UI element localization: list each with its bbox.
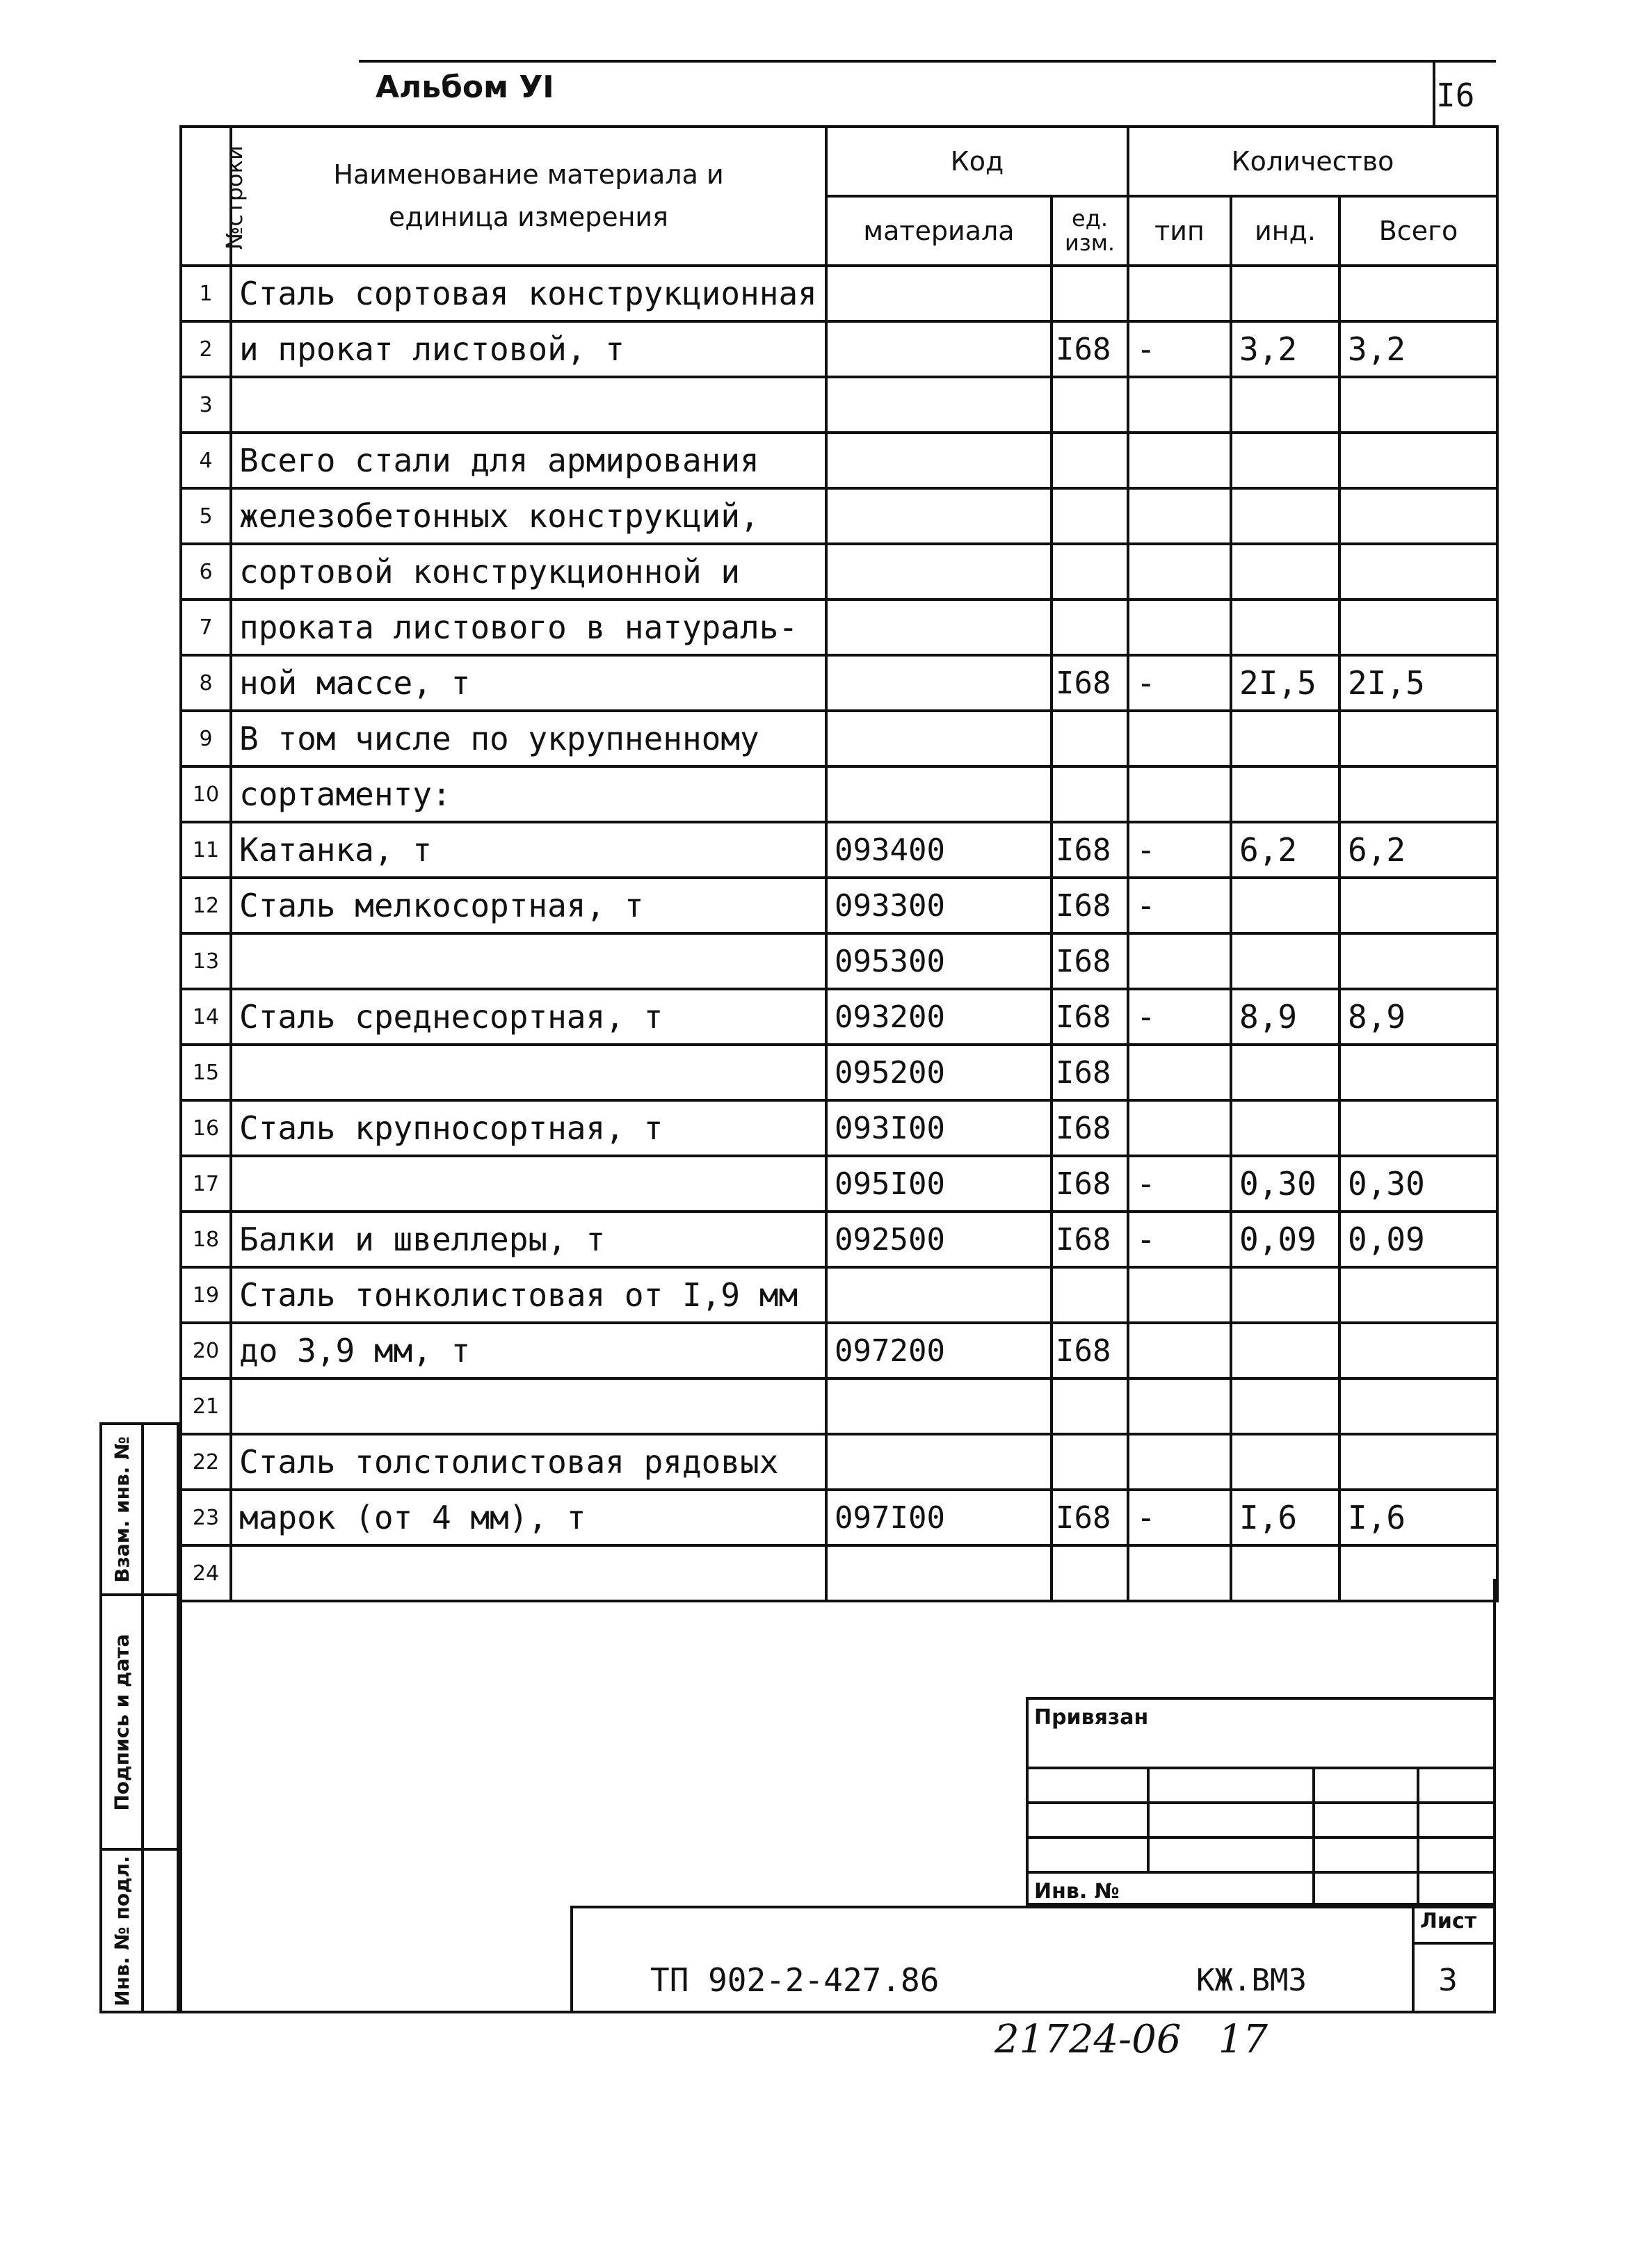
row-number-cell: 15 xyxy=(181,1045,231,1100)
row-number-cell: 24 xyxy=(181,1545,231,1601)
material-code-cell: 093I00 xyxy=(826,1100,1052,1156)
material-code-cell: 095300 xyxy=(826,933,1052,989)
header-qty-type: тип xyxy=(1128,196,1231,266)
qty-ind-cell xyxy=(1231,878,1339,933)
row-number-cell: 18 xyxy=(181,1212,231,1267)
qty-total-cell xyxy=(1339,1100,1497,1156)
qty-total-cell xyxy=(1339,1323,1497,1378)
row-number-cell: 9 xyxy=(181,711,231,766)
qty-total-cell xyxy=(1339,766,1497,822)
table-row xyxy=(181,377,1497,433)
stamp-replaced-inv xyxy=(99,1422,179,1596)
qty-ind-cell xyxy=(1231,766,1339,822)
material-code-cell: 093400 xyxy=(826,822,1052,878)
sheet-number-top: I6 xyxy=(1436,77,1475,114)
row-number-cell: 23 xyxy=(181,1490,231,1545)
material-name-cell: Катанка, т xyxy=(231,822,826,878)
qty-type-cell: - xyxy=(1128,989,1231,1045)
binding-row-line-2 xyxy=(1029,1801,1493,1804)
material-name-cell: сортаменту: xyxy=(231,766,826,822)
qty-type-cell xyxy=(1128,377,1231,433)
qty-ind-cell: 0,30 xyxy=(1231,1156,1339,1212)
qty-ind-cell xyxy=(1231,1545,1339,1601)
qty-type-cell: - xyxy=(1128,1212,1231,1267)
qty-total-cell: 0,30 xyxy=(1339,1156,1497,1212)
row-number-cell: 11 xyxy=(181,822,231,878)
qty-total-cell: I,6 xyxy=(1339,1490,1497,1545)
material-name-cell: Сталь тонколистовая от I,9 мм xyxy=(231,1267,826,1323)
qty-ind-cell: I,6 xyxy=(1231,1490,1339,1545)
row-number-cell: 13 xyxy=(181,933,231,989)
qty-total-cell xyxy=(1339,600,1497,655)
qty-type-cell xyxy=(1128,1434,1231,1490)
qty-ind-cell xyxy=(1231,1267,1339,1323)
material-name-cell xyxy=(231,377,826,433)
table-row xyxy=(181,1212,1497,1267)
unit-code-cell xyxy=(1052,1545,1128,1601)
top-sheet-divider xyxy=(1433,60,1435,125)
qty-type-cell: - xyxy=(1128,1156,1231,1212)
binding-inv-label: Инв. № xyxy=(1034,1879,1120,1904)
binding-label: Привязан xyxy=(1034,1705,1149,1730)
unit-code-cell: I68 xyxy=(1052,1212,1128,1267)
qty-type-cell: - xyxy=(1128,878,1231,933)
qty-type-cell xyxy=(1128,266,1231,321)
material-code-cell xyxy=(826,1545,1052,1601)
qty-type-cell xyxy=(1128,488,1231,544)
binding-col-line-1 xyxy=(1147,1767,1150,1874)
table-row xyxy=(181,1545,1497,1601)
table-row xyxy=(181,600,1497,655)
left-frame-line xyxy=(179,1579,182,2013)
qty-type-cell xyxy=(1128,1378,1231,1434)
material-code-cell: 097I00 xyxy=(826,1490,1052,1545)
row-number-cell: 12 xyxy=(181,878,231,933)
material-name-cell: проката листового в натураль- xyxy=(231,600,826,655)
unit-code-cell: I68 xyxy=(1052,1100,1128,1156)
material-name-cell: и прокат листовой, т xyxy=(231,321,826,377)
qty-total-cell: 0,09 xyxy=(1339,1212,1497,1267)
unit-code-cell xyxy=(1052,377,1128,433)
material-name-cell xyxy=(231,933,826,989)
material-name-cell: марок (от 4 мм), т xyxy=(231,1490,826,1545)
qty-total-cell xyxy=(1339,266,1497,321)
table-row xyxy=(181,266,1497,321)
sheet-label: Лист xyxy=(1420,1909,1477,1933)
stamp-orig-inv-label: Инв. № подл. xyxy=(110,1855,134,2006)
unit-code-cell: I68 xyxy=(1052,989,1128,1045)
material-code-cell: 095200 xyxy=(826,1045,1052,1100)
header-quantity-group: Количество xyxy=(1128,127,1497,196)
binding-block xyxy=(1026,1697,1496,1906)
qty-ind-cell xyxy=(1231,1100,1339,1156)
row-number-cell: 4 xyxy=(181,433,231,488)
qty-ind-cell xyxy=(1231,544,1339,600)
material-name-cell: Сталь крупносортная, т xyxy=(231,1100,826,1156)
qty-ind-cell xyxy=(1231,933,1339,989)
qty-type-cell xyxy=(1128,933,1231,989)
header-code-material: материала xyxy=(826,196,1052,266)
material-code-cell xyxy=(826,321,1052,377)
unit-code-cell: I68 xyxy=(1052,1045,1128,1100)
table-row xyxy=(181,989,1497,1045)
qty-total-cell xyxy=(1339,1434,1497,1490)
material-name-cell: железобетонных конструкций, xyxy=(231,488,826,544)
qty-type-cell: - xyxy=(1128,822,1231,878)
row-number-cell: 6 xyxy=(181,544,231,600)
material-name-cell: Балки и швеллеры, т xyxy=(231,1212,826,1267)
qty-type-cell: - xyxy=(1128,1490,1231,1545)
table-row xyxy=(181,1267,1497,1323)
material-name-cell xyxy=(231,1045,826,1100)
table-row xyxy=(181,711,1497,766)
table-row xyxy=(181,1490,1497,1545)
qty-ind-cell xyxy=(1231,1323,1339,1378)
row-number-cell: 3 xyxy=(181,377,231,433)
table-row xyxy=(181,544,1497,600)
binding-col-line-3 xyxy=(1417,1767,1419,1903)
qty-total-cell xyxy=(1339,878,1497,933)
qty-type-cell xyxy=(1128,711,1231,766)
header-qty-ind: инд. xyxy=(1231,196,1339,266)
table-row xyxy=(181,1045,1497,1100)
material-code-cell xyxy=(826,1378,1052,1434)
material-name-cell: до 3,9 мм, т xyxy=(231,1323,826,1378)
row-number-cell: 14 xyxy=(181,989,231,1045)
stamp-orig-inv xyxy=(99,1848,179,2013)
table-body xyxy=(181,266,1497,1601)
header-material-name-label: Наименование материала и единица измерения xyxy=(333,159,724,232)
qty-total-cell xyxy=(1339,933,1497,989)
qty-total-cell: 8,9 xyxy=(1339,989,1497,1045)
row-number-cell: 1 xyxy=(181,266,231,321)
unit-code-cell: I68 xyxy=(1052,655,1128,711)
material-name-cell xyxy=(231,1156,826,1212)
unit-code-cell: I68 xyxy=(1052,321,1128,377)
row-number-cell: 7 xyxy=(181,600,231,655)
material-code-cell xyxy=(826,266,1052,321)
header-qty-total: Всего xyxy=(1339,196,1497,266)
top-border-line xyxy=(359,60,1496,63)
header-code-unit: ед. изм. xyxy=(1052,196,1128,266)
material-name-cell: Сталь среднесортная, т xyxy=(231,989,826,1045)
qty-type-cell xyxy=(1128,1267,1231,1323)
binding-col-line-2 xyxy=(1312,1767,1315,1903)
document-code: ТП 902-2-427.86 xyxy=(650,1961,940,1999)
row-number-cell: 19 xyxy=(181,1267,231,1323)
qty-type-cell: - xyxy=(1128,655,1231,711)
qty-type-cell: - xyxy=(1128,321,1231,377)
unit-code-cell: I68 xyxy=(1052,933,1128,989)
unit-code-cell: I68 xyxy=(1052,1156,1128,1212)
qty-total-cell xyxy=(1339,711,1497,766)
unit-code-cell xyxy=(1052,711,1128,766)
handwritten-note: 21724-06 17 xyxy=(994,2017,1268,2062)
materials-table xyxy=(179,125,1499,1602)
material-name-cell: Сталь сортовая конструкционная xyxy=(231,266,826,321)
left-margin-stamp xyxy=(99,1422,179,2013)
table-row xyxy=(181,1378,1497,1434)
header-row-number-label: №строки xyxy=(220,145,248,250)
unit-code-cell xyxy=(1052,488,1128,544)
row-number-cell: 17 xyxy=(181,1156,231,1212)
material-name-cell: Сталь толстолистовая рядовых xyxy=(231,1434,826,1490)
material-code-cell: 093200 xyxy=(826,989,1052,1045)
header-code-group: Код xyxy=(826,127,1128,196)
material-name-cell xyxy=(231,1378,826,1434)
qty-total-cell: 6,2 xyxy=(1339,822,1497,878)
qty-type-cell xyxy=(1128,544,1231,600)
unit-code-cell: I68 xyxy=(1052,878,1128,933)
table-row xyxy=(181,878,1497,933)
qty-total-cell xyxy=(1339,377,1497,433)
qty-type-cell xyxy=(1128,1323,1231,1378)
material-code-cell xyxy=(826,1267,1052,1323)
qty-ind-cell xyxy=(1231,1434,1339,1490)
binding-row-line-1 xyxy=(1029,1767,1493,1769)
qty-ind-cell: 2I,5 xyxy=(1231,655,1339,711)
qty-total-cell xyxy=(1339,1045,1497,1100)
table-row xyxy=(181,1434,1497,1490)
qty-total-cell xyxy=(1339,1545,1497,1601)
qty-ind-cell xyxy=(1231,711,1339,766)
qty-total-cell: 3,2 xyxy=(1339,321,1497,377)
material-code-cell xyxy=(826,488,1052,544)
material-name-cell: сортовой конструкционной и xyxy=(231,544,826,600)
row-number-cell: 20 xyxy=(181,1323,231,1378)
material-name-cell xyxy=(231,1545,826,1601)
sheet-number: 3 xyxy=(1438,1963,1458,1998)
qty-ind-cell: 8,9 xyxy=(1231,989,1339,1045)
sheet-label-line xyxy=(1412,1942,1496,1945)
row-number-cell: 22 xyxy=(181,1434,231,1490)
material-code-cell xyxy=(826,1434,1052,1490)
row-number-cell: 8 xyxy=(181,655,231,711)
material-code-cell xyxy=(826,433,1052,488)
table-row xyxy=(181,822,1497,878)
material-code-cell xyxy=(826,766,1052,822)
qty-type-cell xyxy=(1128,600,1231,655)
row-number-cell: 2 xyxy=(181,321,231,377)
unit-code-cell xyxy=(1052,544,1128,600)
material-code-cell xyxy=(826,600,1052,655)
material-code-cell xyxy=(826,655,1052,711)
album-title: Альбом УI xyxy=(376,70,554,105)
table-row xyxy=(181,321,1497,377)
qty-ind-cell xyxy=(1231,1378,1339,1434)
material-code-cell xyxy=(826,377,1052,433)
material-name-cell: Всего стали для армирования xyxy=(231,433,826,488)
table-row xyxy=(181,1156,1497,1212)
table-row xyxy=(181,933,1497,989)
qty-type-cell xyxy=(1128,433,1231,488)
table-row xyxy=(181,1100,1497,1156)
unit-code-cell: I68 xyxy=(1052,1323,1128,1378)
material-code-cell: 097200 xyxy=(826,1323,1052,1378)
table-row xyxy=(181,1323,1497,1378)
stamp-signature-date-label: Подпись и дата xyxy=(110,1633,134,1811)
document-mark: КЖ.ВМЗ xyxy=(1196,1963,1307,1998)
qty-ind-cell xyxy=(1231,377,1339,433)
qty-total-cell xyxy=(1339,488,1497,544)
qty-total-cell xyxy=(1339,544,1497,600)
unit-code-cell xyxy=(1052,600,1128,655)
header-material-name xyxy=(231,127,826,266)
unit-code-cell xyxy=(1052,266,1128,321)
row-number-cell: 5 xyxy=(181,488,231,544)
material-name-cell: ной массе, т xyxy=(231,655,826,711)
unit-code-cell xyxy=(1052,1378,1128,1434)
unit-code-cell xyxy=(1052,433,1128,488)
unit-code-cell: I68 xyxy=(1052,822,1128,878)
qty-total-cell xyxy=(1339,1378,1497,1434)
binding-row-line-4 xyxy=(1029,1871,1493,1874)
qty-type-cell xyxy=(1128,1045,1231,1100)
row-number-cell: 16 xyxy=(181,1100,231,1156)
binding-row-line-3 xyxy=(1029,1836,1493,1839)
unit-code-cell xyxy=(1052,1434,1128,1490)
qty-total-cell xyxy=(1339,1267,1497,1323)
qty-type-cell xyxy=(1128,1100,1231,1156)
qty-total-cell: 2I,5 xyxy=(1339,655,1497,711)
table-row xyxy=(181,766,1497,822)
qty-ind-cell: 0,09 xyxy=(1231,1212,1339,1267)
table-row xyxy=(181,655,1497,711)
qty-ind-cell: 6,2 xyxy=(1231,822,1339,878)
material-code-cell xyxy=(826,544,1052,600)
material-code-cell: 092500 xyxy=(826,1212,1052,1267)
row-number-cell: 21 xyxy=(181,1378,231,1434)
qty-ind-cell xyxy=(1231,488,1339,544)
table-row xyxy=(181,488,1497,544)
stamp-replaced-inv-label: Взам. инв. № xyxy=(110,1435,134,1583)
qty-ind-cell xyxy=(1231,266,1339,321)
qty-total-cell xyxy=(1339,433,1497,488)
sheet-cell-divider xyxy=(1412,1906,1415,2013)
qty-ind-cell: 3,2 xyxy=(1231,321,1339,377)
unit-code-cell: I68 xyxy=(1052,1490,1128,1545)
qty-ind-cell xyxy=(1231,433,1339,488)
table-row xyxy=(181,433,1497,488)
unit-code-cell xyxy=(1052,1267,1128,1323)
qty-ind-cell xyxy=(1231,600,1339,655)
material-name-cell: Сталь мелкосортная, т xyxy=(231,878,826,933)
material-code-cell: 093300 xyxy=(826,878,1052,933)
qty-ind-cell xyxy=(1231,1045,1339,1100)
material-code-cell xyxy=(826,711,1052,766)
qty-type-cell xyxy=(1128,766,1231,822)
header-row-number xyxy=(181,127,248,266)
material-code-cell: 095I00 xyxy=(826,1156,1052,1212)
stamp-signature-date xyxy=(99,1593,179,1851)
row-number-cell: 10 xyxy=(181,766,231,822)
unit-code-cell xyxy=(1052,766,1128,822)
material-name-cell: В том числе по укрупненному xyxy=(231,711,826,766)
qty-type-cell xyxy=(1128,1545,1231,1601)
